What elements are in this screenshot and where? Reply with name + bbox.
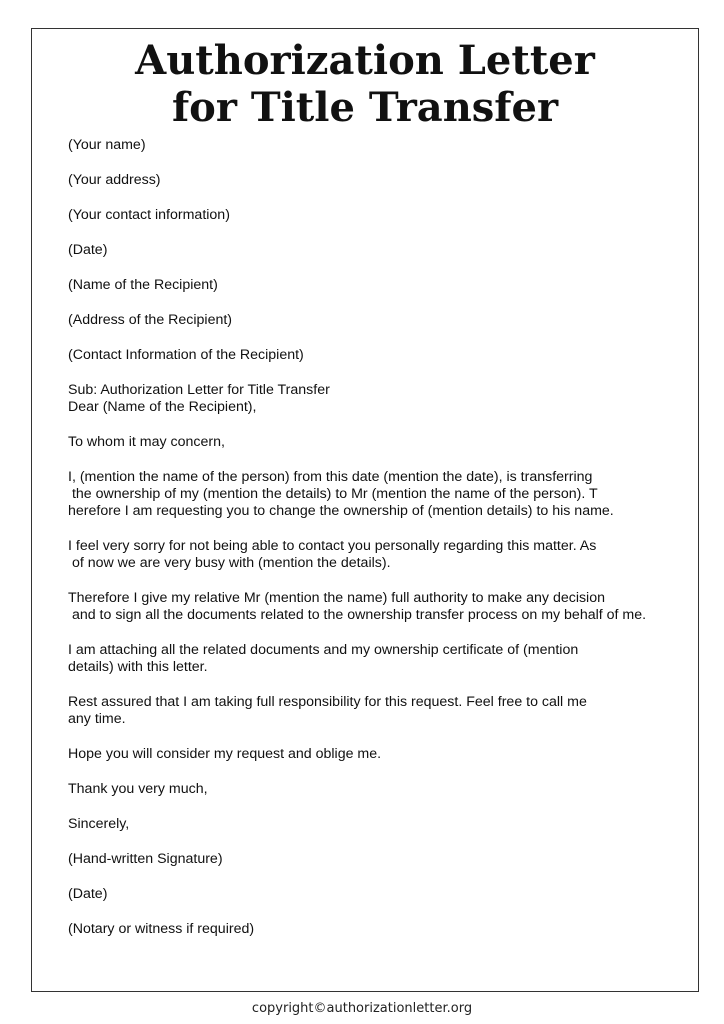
subject-block [68,382,688,416]
paragraph-line: I am attaching all the related documents and my ownership certificate of (mention [68,642,579,658]
paragraph-authority [68,590,688,624]
salutation: Dear (Name of the Recipient), [68,399,257,415]
recipient-contact: (Contact Information of the Recipient) [68,347,304,363]
paragraph-line: of now we are very busy with (mention the details). [68,555,391,571]
copyright-footer: copyright©authorizationletter.org [251,1001,473,1016]
sender-address: (Your address) [68,172,161,188]
paragraph-line: and to sign all the documents related to the ownership transfer process on my behalf of me. [68,607,647,623]
paragraph-line: herefore I am requesting you to change the ownership of (mention details) to his name. [68,503,614,519]
paragraph-line: I, (mention the name of the person) from this date (mention the date), is transferring [68,469,593,485]
document-border [31,28,699,992]
paragraph-responsibility [68,694,688,728]
paragraph-line: any time. [68,711,126,727]
paragraph-line: Therefore I give my relative Mr (mention the name) full authority to make any decision [68,590,605,606]
closing-line: Sincerely, [68,816,130,832]
paragraph-line: the ownership of my (mention the details) to Mr (mention the name of the person). T [68,486,598,502]
document-title-line-1: Authorization Letter [135,37,595,84]
paragraph-line: details) with this letter. [68,659,208,675]
subject-line: Sub: Authorization Letter for Title Transfer [68,382,330,398]
document-title-line-2: for Title Transfer [171,84,559,131]
paragraph-hope: Hope you will consider my request and oblige me. [68,746,382,762]
to-whom-line: To whom it may concern, [68,434,225,450]
recipient-address: (Address of the Recipient) [68,312,233,328]
closing-date: (Date) [68,886,108,902]
letter-body [68,137,688,938]
paragraph-transfer [68,469,688,520]
letter-date: (Date) [68,242,108,258]
recipient-name: (Name of the Recipient) [68,277,218,293]
thanks-line: Thank you very much, [68,781,208,797]
paragraph-line: Rest assured that I am taking full responsibility for this request. Feel free to call me [68,694,587,710]
sender-name: (Your name) [68,137,146,153]
paragraph-attachments [68,642,688,676]
paragraph-line: I feel very sorry for not being able to contact you personally regarding this matter. As [68,538,597,554]
signature-placeholder: (Hand-written Signature) [68,851,223,867]
sender-contact: (Your contact information) [68,207,230,223]
notary-line: (Notary or witness if required) [68,921,255,937]
paragraph-apology [68,538,688,572]
